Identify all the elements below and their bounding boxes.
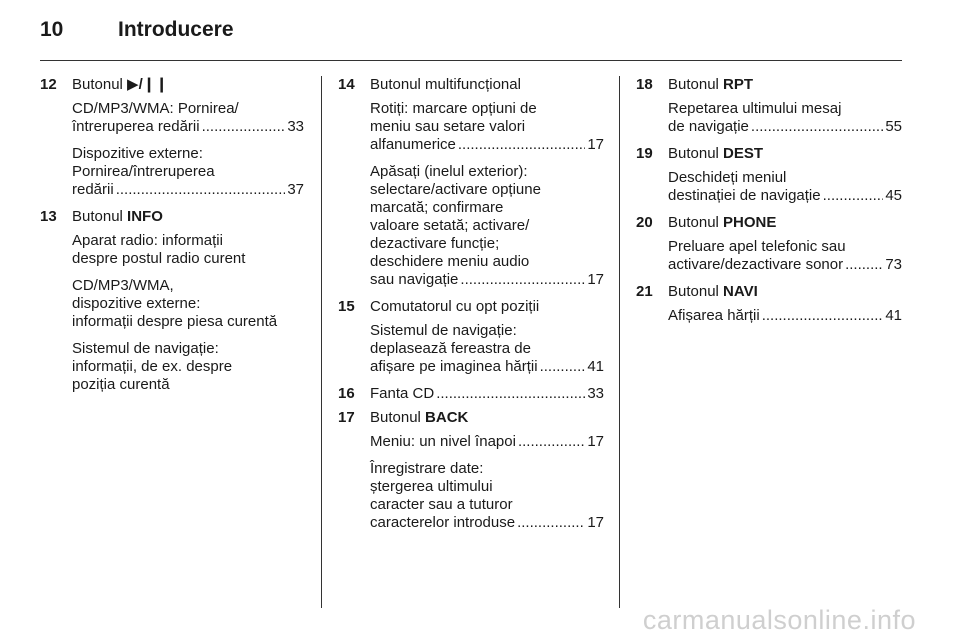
text-line: poziția curentă [72, 376, 170, 393]
text-line: selectare/activare opțiune [370, 181, 541, 198]
text-line: informații despre piesa curentă [72, 313, 278, 330]
item-heading [668, 145, 902, 163]
item-label: Butonul [668, 76, 719, 93]
item-number: 17 [338, 409, 355, 426]
page-ref: 17 [587, 271, 604, 288]
item-label: Butonul [370, 409, 426, 426]
description [72, 100, 304, 136]
item-number: 19 [636, 145, 653, 162]
text-line: CD/MP3/WMA, [72, 277, 174, 294]
control-name: ▶/❙❙ [127, 76, 168, 93]
toc-label: redării [72, 181, 114, 198]
page-ref: 33 [287, 118, 304, 135]
description [668, 100, 902, 136]
toc-label: întreruperea redării [72, 118, 200, 135]
item-label: Butonul [72, 208, 123, 225]
toc-line [370, 271, 604, 289]
page-header [40, 18, 920, 48]
page-ref: 17 [587, 136, 604, 153]
text-line: dezactivare funcție; [370, 235, 500, 252]
column-3 [636, 76, 902, 334]
item-number: 15 [338, 298, 355, 315]
leader-dots [202, 118, 286, 136]
leader-dots [518, 433, 585, 451]
toc-line [370, 433, 604, 451]
leader-dots [116, 181, 286, 199]
text-line: caracter sau a tuturor [370, 496, 513, 513]
text-line: marcată; confirmare [370, 199, 504, 216]
page-ref: 41 [885, 307, 902, 324]
entry-13 [40, 208, 304, 394]
text-line: dispozitive externe: [72, 295, 201, 312]
item-number: 20 [636, 214, 653, 231]
toc-label: Fanta CD [370, 385, 435, 402]
text-line: Sistemul de navigație: [72, 340, 219, 357]
leader-dots [823, 187, 884, 205]
entry-17 [338, 409, 604, 532]
header-rule [40, 60, 902, 61]
column-divider-2 [619, 76, 620, 608]
page-ref: 73 [885, 256, 902, 273]
item-heading [668, 76, 902, 94]
item-number: 18 [636, 76, 653, 93]
column-1 [40, 76, 304, 403]
item-label: Comutatorul cu opt poziții [370, 298, 540, 315]
description [370, 322, 604, 376]
leader-dots [751, 118, 883, 136]
item-number: 12 [40, 76, 57, 93]
description [668, 238, 902, 274]
toc-label: de navigație [668, 118, 749, 135]
text-line: deplasează fereastra de [370, 340, 531, 357]
text-line: Rotiți: marcare opțiuni de [370, 100, 537, 117]
entry-21 [636, 283, 902, 325]
item-label: Butonul [72, 76, 123, 93]
toc-label: alfanumerice [370, 136, 456, 153]
text-line: valoare setată; activare/ [370, 217, 530, 234]
page-number: 10 [40, 18, 64, 41]
toc-label: activare/dezactivare sonor [668, 256, 844, 273]
leader-dots [762, 307, 884, 325]
text-line: Apăsați (inelul exterior): [370, 163, 528, 180]
text-line: Înregistrare date: [370, 460, 484, 477]
page-title: Introducere [118, 18, 234, 41]
item-heading [370, 298, 604, 316]
watermark: carmanualsonline.info [642, 605, 916, 635]
page-ref: 33 [587, 385, 604, 402]
toc-line [668, 307, 902, 325]
toc-label: Afișarea hărții [668, 307, 760, 324]
entry-20 [636, 214, 902, 274]
entry-19 [636, 145, 902, 205]
text-line: Deschideți meniul [668, 169, 787, 186]
toc-label: afișare pe imaginea hărții [370, 358, 538, 375]
item-number: 16 [338, 385, 355, 402]
control-name: PHONE [723, 214, 777, 231]
description [72, 340, 304, 394]
toc-line [370, 385, 604, 403]
page-ref: 37 [287, 181, 304, 198]
leader-dots [845, 256, 883, 274]
description [668, 307, 902, 325]
item-number: 21 [636, 283, 653, 300]
text-line: ștergerea ultimului [370, 478, 493, 495]
leader-dots [540, 358, 586, 376]
toc-label: Meniu: un nivel înapoi [370, 433, 516, 450]
toc-line [72, 118, 304, 136]
entry-18 [636, 76, 902, 136]
entry-14 [338, 76, 604, 289]
item-heading [370, 409, 604, 427]
toc-line [370, 514, 604, 532]
entry-16 [338, 385, 604, 403]
toc-line [370, 358, 604, 376]
description [668, 169, 902, 205]
toc-line [72, 181, 304, 199]
toc-line [668, 256, 902, 274]
page-ref: 55 [885, 118, 902, 135]
toc-line [370, 136, 604, 154]
item-heading [668, 214, 902, 232]
text-line: Pornirea/întreruperea [72, 163, 215, 180]
item-label: Butonul multifuncțional [370, 76, 521, 93]
toc-label: destinației de navigație [668, 187, 821, 204]
leader-dots [517, 514, 585, 532]
item-heading [72, 208, 304, 226]
item-heading [370, 76, 604, 94]
entry-12 [40, 76, 304, 199]
page-ref: 45 [885, 187, 902, 204]
description [72, 232, 304, 268]
toc-label: sau navigație [370, 271, 459, 288]
toc-label: caracterelor introduse [370, 514, 516, 531]
toc-line [668, 187, 902, 205]
leader-dots [460, 271, 585, 289]
page-ref: 17 [587, 433, 604, 450]
control-name: NAVI [723, 283, 758, 300]
column-divider-1 [321, 76, 322, 608]
toc-line [668, 118, 902, 136]
page-ref: 41 [587, 358, 604, 375]
control-name: DEST [723, 145, 764, 162]
text-line: informații, de ex. despre [72, 358, 233, 375]
description [370, 100, 604, 154]
item-heading [72, 76, 304, 94]
item-number: 14 [338, 76, 355, 93]
text-line: despre postul radio curent [72, 250, 246, 267]
text-line: Aparat radio: informații [72, 232, 223, 249]
leader-dots [436, 385, 585, 403]
text-line: Sistemul de navigație: [370, 322, 517, 339]
text-line: CD/MP3/WMA: Pornirea/ [72, 100, 239, 117]
description [370, 433, 604, 451]
leader-dots [458, 136, 585, 154]
text-line: Preluare apel telefonic sau [668, 238, 846, 255]
text-line: deschidere meniu audio [370, 253, 530, 270]
description [72, 277, 304, 331]
description [72, 145, 304, 199]
item-label: Butonul [668, 145, 719, 162]
text-line: Dispozitive externe: [72, 145, 203, 162]
description [370, 460, 604, 532]
item-label: Butonul [668, 214, 719, 231]
text-line: Repetarea ultimului mesaj [668, 100, 842, 117]
item-heading [668, 283, 902, 301]
description [370, 163, 604, 289]
column-2 [338, 76, 604, 541]
control-name: BACK [425, 409, 469, 426]
item-number: 13 [40, 208, 57, 225]
item-label: Butonul [668, 283, 719, 300]
entry-15 [338, 298, 604, 376]
control-name: RPT [723, 76, 754, 93]
text-line: meniu sau setare valori [370, 118, 526, 135]
control-name: INFO [127, 208, 163, 225]
page-ref: 17 [587, 514, 604, 531]
